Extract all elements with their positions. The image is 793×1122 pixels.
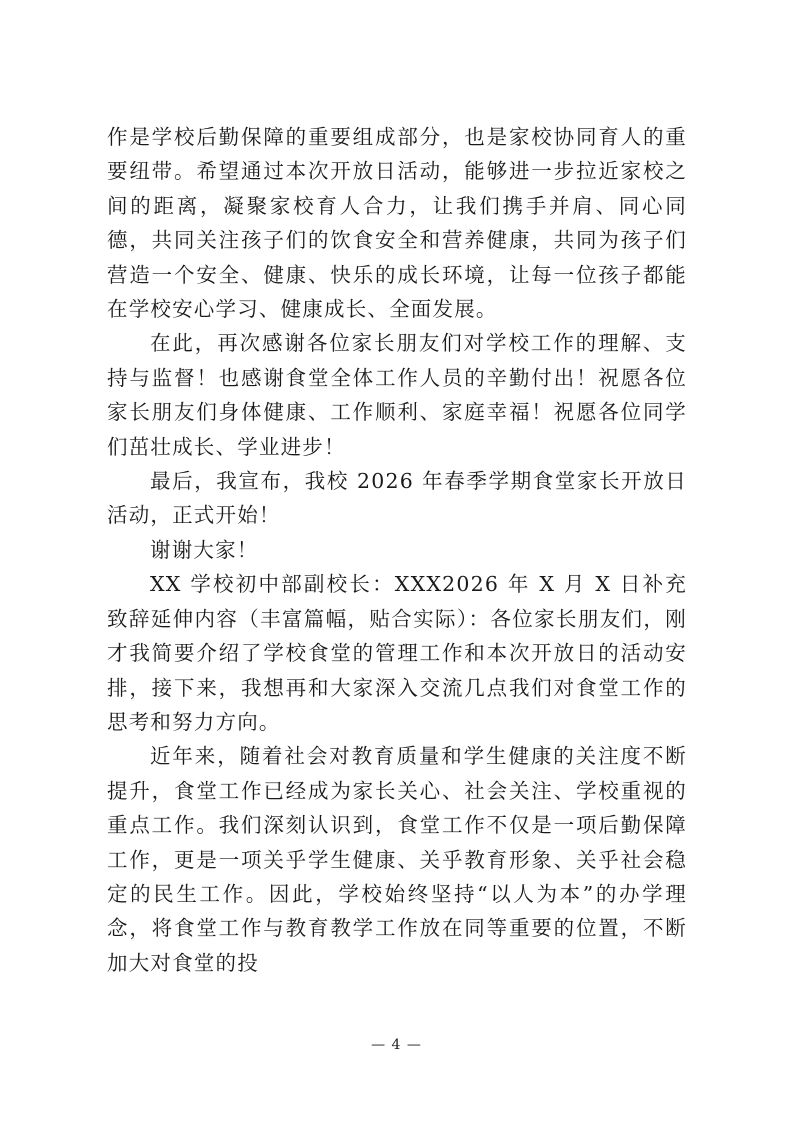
paragraph-continuation: 作是学校后勤保障的重要组成部分，也是家校协同育人的重要纽带。希望通过本次开放日活动，能够进一步拉近家校之间的距离，凝聚家校育人合力，让我们携手并肩、同心同德，共同关注孩子们的饮食安全和营养健康，共同为孩子们营造一个安全、健康、快乐的成长环境，让每一位孩子都能在学校安心学习、健康成长、全面发展。 [107,125,687,322]
paragraph-thanks: 在此，再次感谢各位家长朋友们对学校工作的理解、支持与监督！也感谢食堂全体工作人员的辛勤付出！祝愿各位家长朋友们身体健康、工作顺利、家庭幸福！祝愿各位同学们茁壮成长、学业进步！ [107,331,687,459]
paragraph-recent-years: 近年来，随着社会对教育质量和学生健康的关注度不断提升，食堂工作已经成为家长关心、社会关注、学校重视的重点工作。我们深刻认识到，食堂工作不仅是一项后勤保障工作，更是一项关乎学生健康、关乎教育形象、关乎社会稳定的民生工作。因此，学校始终坚持“以人为本”的办学理念，将食堂工作与教育教学工作放在同等重要的位置，不断加大对食堂的投 [107,744,687,975]
paragraph-announcement: 最后，我宣布，我校 2026 年春季学期食堂家长开放日活动，正式开始！ [107,469,687,528]
page-number: — 4 — [371,1037,422,1053]
document-body [107,120,687,980]
paragraph-supplement: XX 学校初中部副校长：XXX2026 年 X 月 X 日补充致辞延伸内容（丰富篇幅，贴合实际）：各位家长朋友们，刚才我简要介绍了学校食堂的管理工作和本次开放日的活动安排，接下来，我想再和大家深入交流几点我们对食堂工作的思考和努力方向。 [107,572,687,734]
paragraph-closing: 谢谢大家！ [150,537,259,562]
